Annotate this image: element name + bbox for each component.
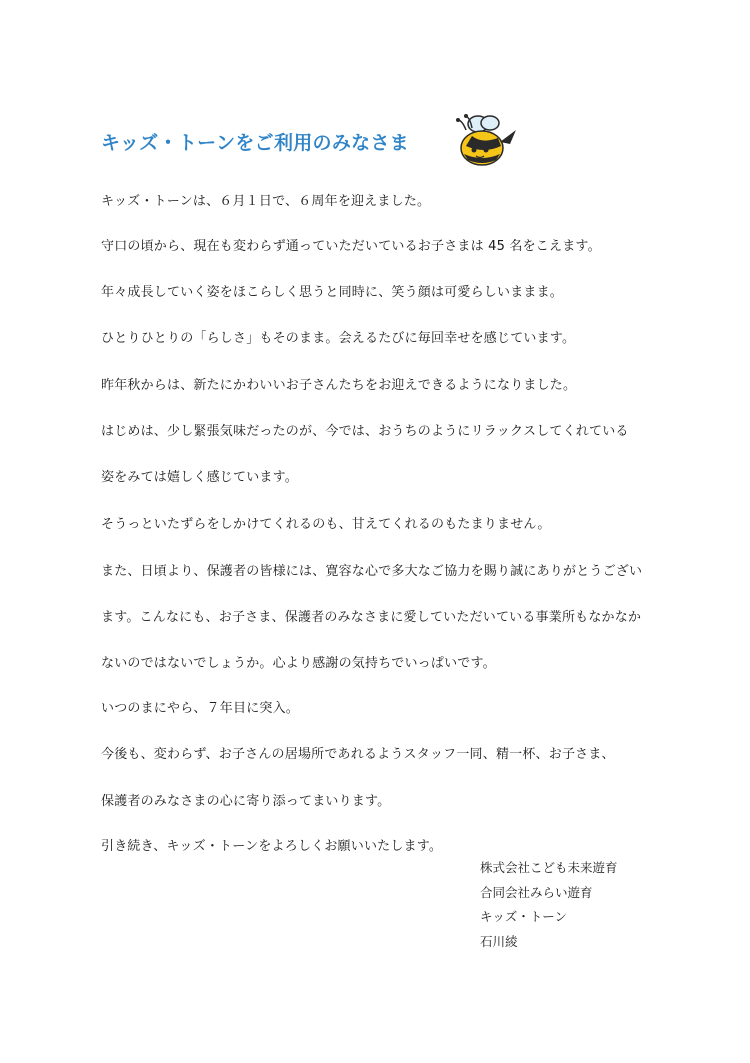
letter-line: はじめは、少し緊張気味だったのが、今では、おうちのようにリラックスしてくれている (101, 424, 629, 439)
letter-line: 引き続き、キッズ・トーンをよろしくお願いいたします。 (101, 839, 443, 854)
letter-line: ないのではないでしょうか。心より感謝の気持ちでいっぱいです。 (101, 656, 496, 671)
letter-line: 守口の頃から、現在も変わらず通っていただいているお子さまは 45 名をこえます。 (101, 239, 601, 254)
letter-line: 姿をみては嬉しく感じています。 (101, 470, 298, 485)
letter-line: ひとりひとりの「らしさ」もそのまま。会えるたびに毎回幸せを感じています。 (101, 331, 576, 346)
signature-name: 石川綾 (480, 934, 518, 949)
letter-line: 昨年秋からは、新たにかわいいお子さんたちをお迎えできるようになりました。 (101, 378, 577, 393)
letter-line: 今後も、変わらず、お子さんの居場所であれるようスタッフ一同、精一杯、お子さま、 (101, 747, 615, 762)
letter-line: ます。こんなにも、お子さま、保護者のみなさまに愛していただいている事業所もなかなか (101, 610, 642, 625)
signature-company-1: 株式会社こども未来遊育 (480, 860, 618, 875)
letter-title: キッズ・トーンをご利用のみなさま (101, 132, 410, 154)
letter-line: 保護者のみなさまの心に寄り添ってまいります。 (101, 794, 391, 809)
letter-line: いつのまにやら、７年目に突入。 (101, 701, 300, 716)
signature-facility: キッズ・トーン (480, 909, 568, 924)
letter-line: そうっといたずらをしかけてくれるのも、甘えてくれるのもたまりません。 (101, 517, 551, 532)
letter-line: キッズ・トーンは、６月１日で、６周年を迎えました。 (101, 194, 431, 209)
signature-company-2: 合同会社みらい遊育 (480, 885, 593, 900)
letter-line: また、日頃より、保護者の皆様には、寛容な心で多大なご協力を賜り誠にありがとうござい (101, 564, 643, 579)
bee-mascot-icon (454, 114, 520, 168)
letter-line: 年々成長していく姿をほこらしく思うと同時に、笑う顔は可愛らしいままま。 (101, 285, 564, 300)
